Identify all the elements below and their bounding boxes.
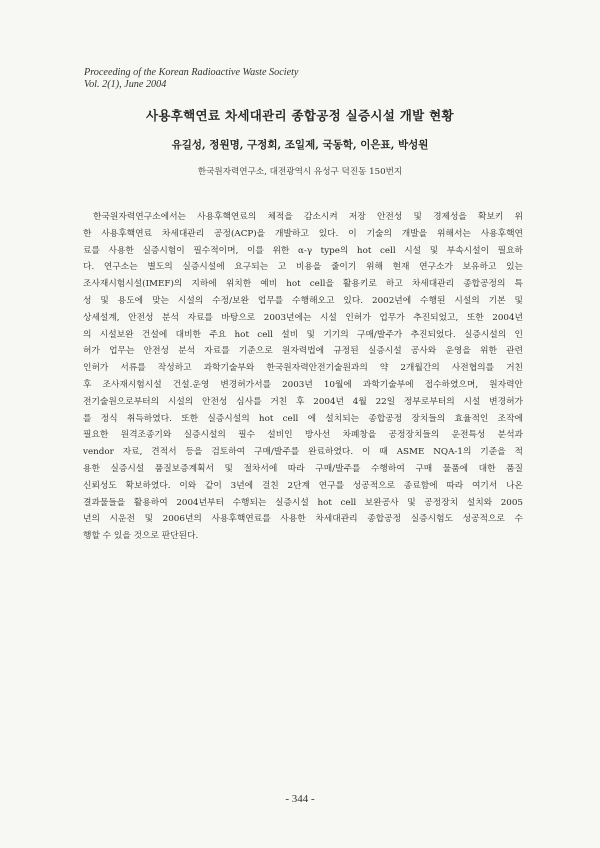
- abstract-line: 허가 업무는 안전성 분석 자료를 기준으로 원자력법에 규정된 실증시설 공사와 운영을 위한 관련: [83, 346, 523, 357]
- abstract-line: 결과물들을 활용하여 2004년부터 수행되는 실증시설 hot cell 보완공사 및 공정장치 설치와 2005: [83, 497, 523, 508]
- author-list: 유길성, 정원명, 구정회, 조일제, 국동학, 이은표, 박성원: [171, 139, 429, 151]
- abstract-line: 용한 실증시설 품질보증계획서 및 절차서에 따라 구매/발주를 수행하여 구매 물품에 대한 품질: [83, 463, 523, 474]
- abstract-line: 년의 시운전 및 2006년의 사용후핵연료를 사용한 차세대관리 종합공정 실증시험도 성공적으로 수: [83, 514, 523, 525]
- journal-header: [84, 67, 298, 91]
- affiliation: 한국원자력연구소, 대전광역시 유성구 덕진동 150번지: [197, 167, 403, 177]
- abstract-line: 를 정식 취득하였다. 또한 실증시설의 hot cell 에 설치되는 종합공정 장치들의 효율적인 조작에: [83, 413, 523, 424]
- abstract-line: 상세설계, 안전성 분석 자료를 바탕으로 2003년에는 시설 인허가 업무가 추진되었고, 또한 2004년: [83, 312, 523, 323]
- abstract-line: 필요한 원격조종기와 실증시설의 필수 설비인 방사선 차폐창을 공정장치들의 운전특성 분석과: [83, 430, 523, 441]
- abstract-line: 조사재시험시설(IMEF)의 지하에 위치한 예비 hot cell을 활용키로 하고 차세대관리 종합공정의 특: [83, 279, 523, 290]
- paper-title: 사용후핵연료 차세대관리 종합공정 실증시설 개발 현황: [146, 108, 454, 123]
- page-number: - 344 -: [285, 793, 315, 805]
- journal-name: Proceeding of the Korean Radioactive Waste Society: [84, 67, 299, 78]
- abstract-line: 한국원자력연구소에서는 사용후핵연료의 체적을 감소시켜 저장 안전성 및 경제성을 확보키 위: [93, 212, 523, 222]
- abstract-body: [83, 209, 523, 545]
- abstract-line: 다. 연구소는 별도의 실증시설에 요구되는 고 비용을 줄이기 위해 현재 연구소가 보유하고 있는: [83, 262, 523, 273]
- abstract-line: 료를 사용한 실증시험이 필수적이며, 이를 위한 α-γ type의 hot cell 시설 및 부속시설이 필요하: [83, 245, 523, 256]
- abstract-line: 신뢰성도 확보하였다. 이와 같이 3년에 걸친 2단계 연구를 성공적으로 종료함에 따라 여기서 나온: [83, 480, 523, 491]
- journal-volume: Vol. 2(1), June 2004: [84, 79, 167, 90]
- abstract-line: 후 조사재시험시설 건설.운영 변경허가서를 2003년 10월에 과학기술부에 접수하였으며, 원자력안: [83, 379, 523, 390]
- abstract-line: 행할 수 있을 것으로 판단된다.: [83, 531, 199, 542]
- abstract-line: 성 및 용도에 맞는 시설의 수정/보완 업무를 수행해오고 있다. 2002년에 수행된 시설의 기본 및: [83, 295, 523, 306]
- abstract-line: 의 시설보완 건설에 대비한 주요 hot cell 설비 및 기기의 구매/발주가 추진되었다. 실증시설의 인: [83, 329, 523, 340]
- abstract-line: 한 사용후핵연료 차세대관리 공정(ACP)을 개발하고 있다. 이 기술의 개발을 위해서는 사용후핵연: [83, 228, 523, 239]
- abstract-line: 전기술원으로부터의 시설의 안전성 심사를 거친 후 2004년 4월 22일 정부로부터의 시설 변경허가: [83, 396, 523, 407]
- abstract-line: 인허가 서류를 작성하고 과학기술부와 한국원자력안전기술원과의 약 2개월간의 사전협의를 거친: [83, 363, 523, 374]
- abstract-line: vendor 자료, 견적서 등을 검토하여 구매/발주를 완료하였다. 이 때 ASME NQA-1의 기준을 적: [83, 447, 523, 458]
